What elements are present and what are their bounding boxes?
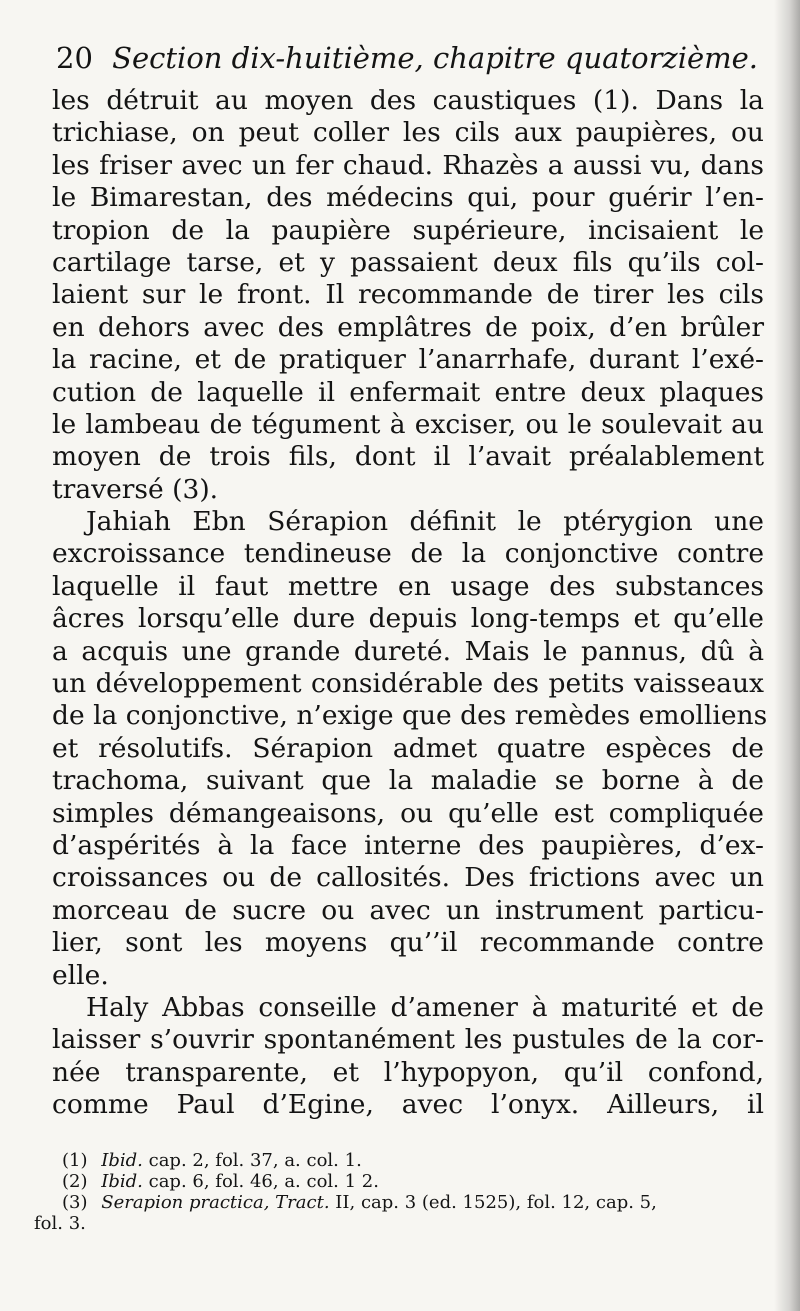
footnote-reference: Ibid. [101, 1171, 143, 1192]
text-line: laquelle il faut mettre en usage des substances [52, 570, 764, 602]
text-line: âcres lorsqu’elle dure depuis long-temps et qu’elle [52, 603, 764, 635]
footnote-number: (2) [62, 1171, 88, 1192]
text-line: la racine, et de pratiquer l’anarrhafe, durant l’exé- [52, 344, 764, 376]
page-edge-shadow [774, 0, 800, 1311]
text-line: en dehors avec des emplâtres de poix, d’en brûler [52, 311, 764, 343]
text-line: de la conjonctive, n’exige que des remèdes emolliens [52, 700, 768, 732]
text-line: née transparente, et l’hypopyon, qu’il confond, [52, 1056, 764, 1088]
text-line: elle. [52, 959, 109, 991]
text-line: cartilage tarse, et y passaient deux fils qu’ils col- [52, 246, 764, 278]
text-line: le lambeau de tégument à exciser, ou le soulevait au [52, 408, 764, 440]
footnote-text: fol. 3. [34, 1213, 86, 1234]
text-line: lier, sont les moyens qu’’il recommande contre [52, 927, 764, 959]
text-line: morceau de sucre ou avec un instrument particu- [52, 894, 764, 926]
text-line: le Bimarestan, des médecins qui, pour guérir l’en- [52, 182, 764, 214]
page-number: 20 [56, 41, 93, 75]
footnotes [34, 1150, 764, 1234]
footnote-text: cap. 2, fol. 37, a. col. 1. [148, 1150, 362, 1171]
text-line: cution de laquelle il enfermait entre deux plaques [52, 376, 764, 408]
text-line: comme Paul d’Egine, avec l’onyx. Ailleurs, il [52, 1089, 764, 1121]
text-line: a acquis une grande dureté. Mais le pannus, dû à [52, 635, 764, 667]
footnote-reference: Ibid. [101, 1150, 143, 1171]
text-line: simples démangeaisons, ou qu’elle est compliquée [52, 797, 764, 829]
footnote [34, 1192, 764, 1213]
text-line: d’aspérités à la face interne des paupières, d’ex- [52, 829, 764, 861]
footnote-number: (3) [62, 1192, 88, 1213]
footnote-reference: Serapion practica, Tract. [101, 1192, 330, 1213]
text-line: les friser avec un fer chaud. Rhazès a aussi vu, dans [52, 149, 764, 181]
text-line: excroissance tendineuse de la conjonctive contre [52, 538, 764, 570]
text-line: traversé (3). [52, 473, 219, 505]
text-line: tropion de la paupière supérieure, incisaient le [52, 214, 764, 246]
footnote-text: II, cap. 3 (ed. 1525), fol. 12, cap. 5, [335, 1192, 657, 1213]
text-line: un développement considérable des petits vaisseaux [52, 668, 764, 700]
footnote-text: cap. 6, fol. 46, a. col. 1 2. [148, 1171, 379, 1192]
paragraph-start-line: Haly Abbas conseille d’amener à maturité et de [86, 991, 764, 1023]
text-line: et résolutifs. Sérapion admet quatre espèces de [52, 732, 764, 764]
footnote [34, 1150, 764, 1171]
text-line: moyen de trois fils, dont il l’avait préalablement [52, 441, 764, 473]
text-line: croissances ou de callosités. Des frictions avec un [52, 862, 764, 894]
footnote-continuation [34, 1213, 764, 1234]
body-text [52, 85, 768, 1122]
text-line: les détruit au moyen des caustiques (1). Dans la [52, 85, 764, 116]
text-line: trachoma, suivant que la maladie se borne à de [52, 765, 764, 797]
paragraph-start-line: Jahiah Ebn Sérapion définit le ptérygion une [86, 506, 764, 538]
footnote-number: (1) [62, 1150, 88, 1171]
text-line: laient sur le front. Il recommande de tirer les cils [52, 279, 764, 311]
running-title: Section dix-huitième, chapitre quatorzième. [112, 41, 759, 75]
footnote [34, 1171, 764, 1192]
text-line: trichiase, on peut coller les cils aux paupières, ou [52, 117, 764, 149]
text-line: laisser s’ouvrir spontanément les pustules de la cor- [52, 1024, 764, 1056]
running-head [56, 38, 766, 78]
